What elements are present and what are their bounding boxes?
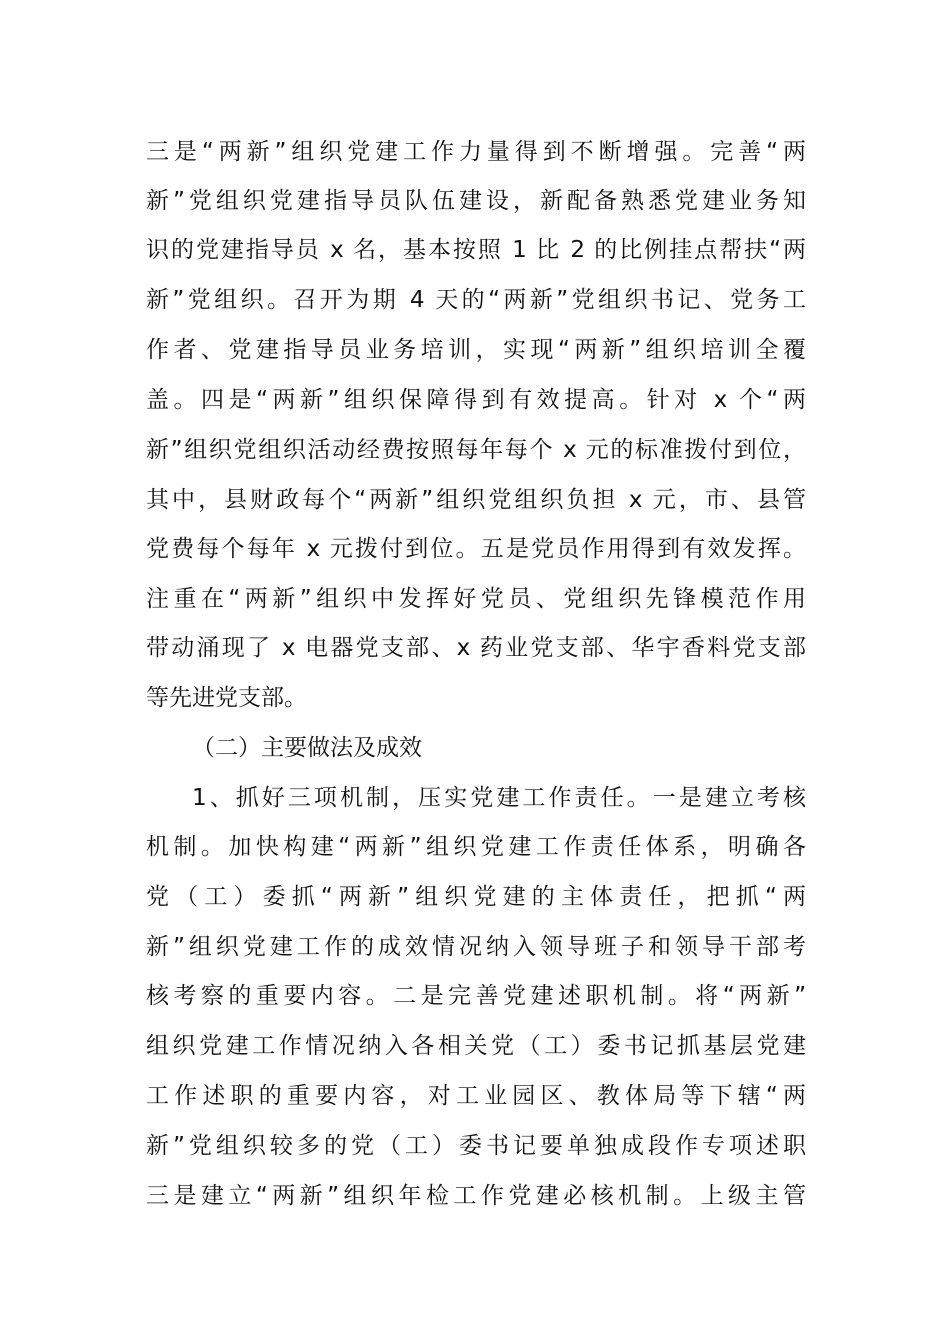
paragraph-line: 新”党组织较多的党（工）委书记要单独成段作专项述职 bbox=[146, 1133, 806, 1159]
paragraph-line: 等先进党支部。 bbox=[146, 685, 307, 711]
paragraph-line: 党（工）委抓“两新”组织党建的主体责任，把抓“两 bbox=[146, 884, 806, 910]
paragraph-line: 其中，县财政每个“两新”组织党组织负担 x 元，市、县管 bbox=[146, 487, 806, 513]
paragraph-line: 机制。加快构建“两新”组织党建工作责任体系，明确各 bbox=[146, 834, 806, 860]
paragraph-line: 新”党组织。召开为期 4 天的“两新”党组织书记、党务工 bbox=[146, 287, 806, 313]
paragraph-line: 识的党建指导员 x 名，基本按照 1 比 2 的比例挂点帮扶“两 bbox=[146, 237, 806, 263]
paragraph-line: 作者、党建指导员业务培训，实现“两新”组织培训全覆 bbox=[146, 337, 806, 363]
paragraph-line: 工作述职的重要内容，对工业园区、教体局等下辖“两 bbox=[146, 1083, 806, 1109]
paragraph-line: 核考察的重要内容。二是完善党建述职机制。将“两新” bbox=[146, 983, 806, 1009]
paragraph-line: 带动涌现了 x 电器党支部、x 药业党支部、华宇香料党支部 bbox=[146, 635, 806, 661]
paragraph-line: 盖。四是“两新”组织保障得到有效提高。针对 x 个“两 bbox=[146, 387, 806, 413]
paragraph-line: 新”组织党组织活动经费按照每年每个 x 元的标准拨付到位， bbox=[146, 437, 806, 463]
paragraph-line: 注重在“两新”组织中发挥好党员、党组织先锋模范作用 bbox=[146, 586, 806, 612]
paragraph-line: 新”党组织党建指导员队伍建设，新配备熟悉党建业务知 bbox=[146, 188, 806, 214]
paragraph-line: 三是建立“两新”组织年检工作党建必核机制。上级主管 bbox=[146, 1183, 806, 1209]
paragraph-line: 1、抓好三项机制，压实党建工作责任。一是建立考核 bbox=[192, 785, 806, 811]
paragraph-line: 组织党建工作情况纳入各相关党（工）委书记抓基层党建 bbox=[146, 1033, 806, 1059]
paragraph-line: 三是“两新”组织党建工作力量得到不断增强。完善“两 bbox=[146, 139, 806, 165]
paragraph-line: 党费每个每年 x 元拨付到位。五是党员作用得到有效发挥。 bbox=[146, 536, 806, 562]
section-heading: （二）主要做法及成效 bbox=[192, 735, 422, 761]
paragraph-line: 新”组织党建工作的成效情况纳入领导班子和领导干部考 bbox=[146, 934, 806, 960]
